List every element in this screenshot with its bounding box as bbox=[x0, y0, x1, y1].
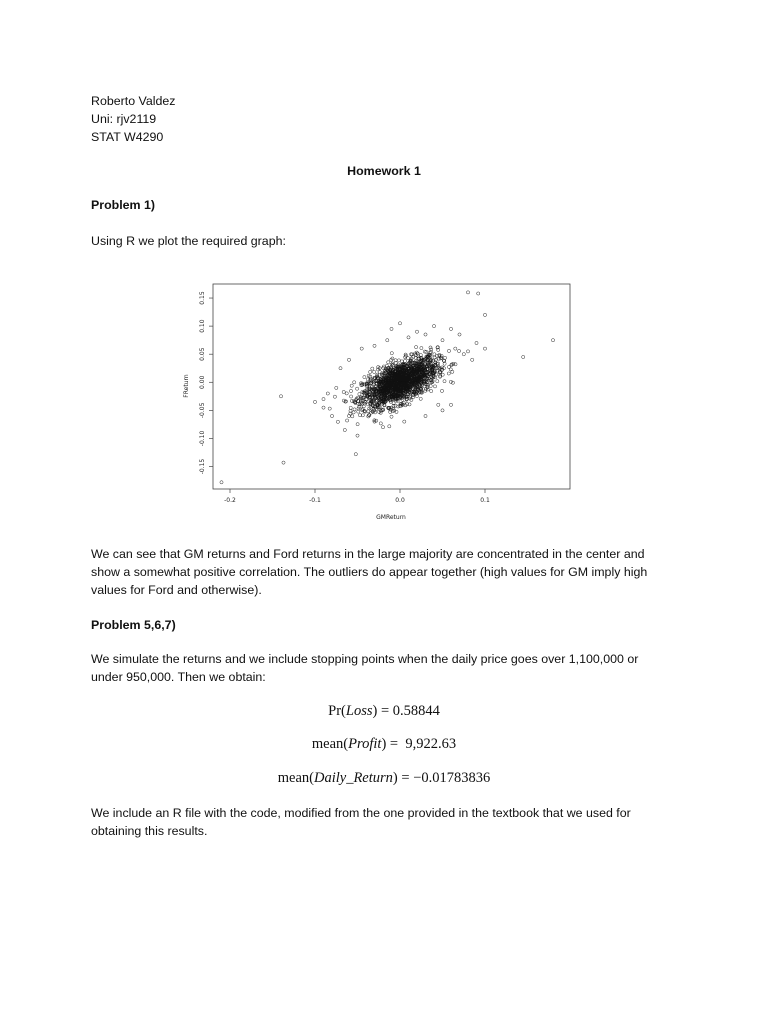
problem2-intro: We simulate the returns and we include stopping points when the daily price goes over 1,100,000 or under 950,000. Then we obtain: bbox=[91, 652, 639, 684]
eq1-value: 0.58844 bbox=[392, 703, 440, 719]
x-tick-label: -0.1 bbox=[309, 497, 321, 504]
y-tick-label: -0.10 bbox=[199, 430, 206, 447]
eq1-arg: Loss bbox=[345, 703, 373, 719]
eq1-fn: Pr bbox=[328, 703, 342, 719]
problem2-closing: We include an R file with the code, modified from the one provided in the textbook that we used for obtaining this results. bbox=[91, 806, 631, 838]
x-axis-title: GMReturn bbox=[376, 514, 406, 521]
author-uni: Uni: rjv2119 bbox=[91, 112, 157, 126]
eq3-arg: Daily_Return bbox=[313, 770, 393, 786]
y-tick-label: -0.15 bbox=[199, 458, 206, 475]
problem1-intro: Using R we plot the required graph: bbox=[91, 234, 286, 248]
x-tick-label: -0.2 bbox=[224, 497, 236, 504]
eq2-arg: Profit bbox=[348, 736, 382, 752]
x-tick-label: 0.0 bbox=[395, 497, 405, 504]
problem1-heading: Problem 1) bbox=[91, 198, 156, 212]
equation-mean-daily-return: mean(Daily_Return) = −0.01783836 bbox=[277, 770, 491, 786]
y-tick-label: 0.10 bbox=[199, 319, 206, 333]
eq3-fn: mean bbox=[277, 770, 310, 786]
author-name: Roberto Valdez bbox=[91, 94, 176, 108]
y-tick-label: 0.15 bbox=[199, 291, 206, 305]
course-code: STAT W4290 bbox=[91, 130, 164, 144]
problem2-heading: Problem 5,6,7) bbox=[91, 618, 176, 632]
y-tick-label: 0.00 bbox=[199, 375, 206, 389]
eq2-value: 9,922.63 bbox=[405, 736, 457, 752]
document-title: Homework 1 bbox=[347, 164, 421, 178]
y-tick-label: -0.05 bbox=[199, 402, 206, 419]
eq3-value: −0.01783836 bbox=[413, 770, 491, 786]
scatter-plot bbox=[181, 251, 586, 526]
eq2-fn: mean bbox=[311, 736, 344, 752]
equation-mean-profit: mean(Profit) = 9,922.63 bbox=[311, 736, 457, 752]
y-tick-label: 0.05 bbox=[199, 347, 206, 361]
problem1-discussion: We can see that GM returns and Ford returns in the large majority are concentrated in the center and show a somewhat positive correlation. The outliers do appear together (high values for GM imply high values for Ford and otherwise). bbox=[91, 547, 648, 597]
x-tick-label: 0.1 bbox=[480, 497, 490, 504]
y-axis-title: FReturn bbox=[183, 374, 190, 398]
equation-pr-loss: Pr(Loss) = 0.58844 bbox=[328, 703, 440, 719]
